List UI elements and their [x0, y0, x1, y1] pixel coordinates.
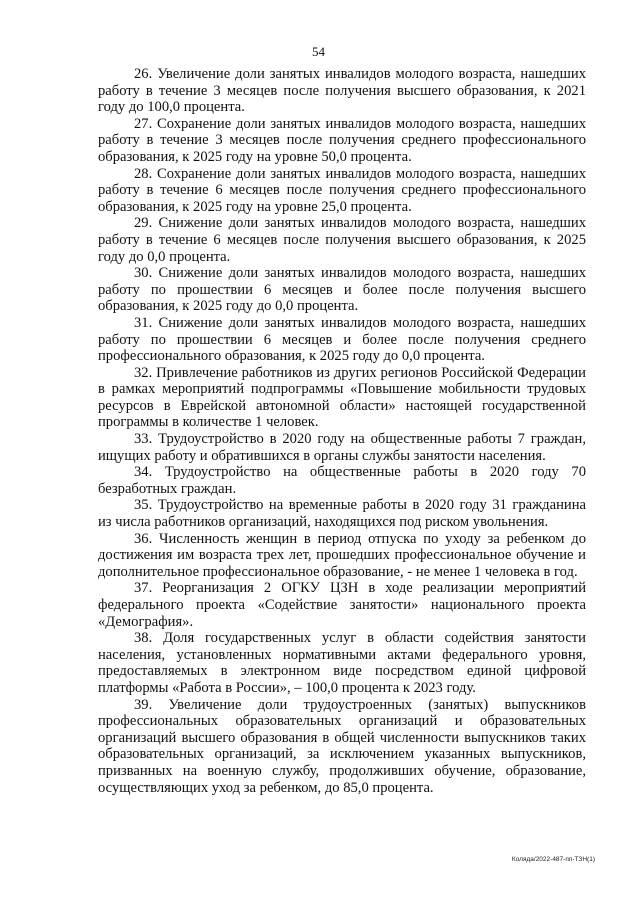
paragraph-32: 32. Привлечение работников из других регионов Российской Федерации в рамках мероприятий подпрограммы «Повышение мобильности трудовых ресурсов в Еврейской автономной области» настоящей государственной программы в количестве 1 человек. [98, 364, 586, 431]
paragraph-36: 36. Численность женщин в период отпуска по уходу за ребенком до достижения им возраста трех лет, прошедших профессиональное обучение и дополнительное профессиональное образование, - не менее 1 человека в год. [98, 530, 586, 580]
paragraph-35: 35. Трудоустройство на временные работы в 2020 году 31 гражданина из числа работников организаций, находящихся под риском увольнения. [98, 497, 586, 531]
paragraph-39: 39. Увеличение доли трудоустроенных (занятых) выпускников профессиональных образовательных организаций и образовательных организаций высшего образования в общей численности выпускников таких образовательных организаций, за исключением указанных выпускников, призванных на военную службу, продолживших обучение, образование, осуществляющих уход за ребенком, до 85,0 процента. [98, 696, 586, 796]
document-body [98, 66, 586, 796]
paragraph-29: 29. Снижение доли занятых инвалидов молодого возраста, нашедших работу в течение 6 месяцев после получения высшего образования, к 2025 году до 0,0 процента. [98, 215, 586, 265]
paragraph-37: 37. Реорганизация 2 ОГКУ ЦЗН в ходе реализации мероприятий федерального проекта «Содействие занятости» национального проекта «Демография». [98, 580, 586, 630]
paragraph-30: 30. Снижение доли занятых инвалидов молодого возраста, нашедших работу по прошествии 6 месяцев и более после получения высшего образования, к 2025 году до 0,0 процента. [98, 265, 586, 315]
paragraph-33: 33. Трудоустройство в 2020 году на общественные работы 7 граждан, ищущих работу и обратившихся в органы службы занятости населения. [98, 431, 586, 464]
paragraph-34: 34. Трудоустройство на общественные работы в 2020 году 70 безработных граждан. [98, 464, 586, 497]
paragraph-28: 28. Сохранение доли занятых инвалидов молодого возраста, нашедших работу в течение 6 месяцев после получения среднего профессионального образования, к 2025 году на уровне 25,0 процента. [98, 165, 586, 215]
paragraph-38: 38. Доля государственных услуг в области содействия занятости населения, установленных нормативными актами федерального уровня, предоставляемых в электронном виде посредством единой цифровой платформы «Работа в России», – 100,0 процента к 2023 году. [98, 630, 586, 696]
paragraph-26: 26. Увеличение доли занятых инвалидов молодого возраста, нашедших работу в течение 3 месяцев после получения высшего образования, к 2021 году до 100,0 процента. [98, 66, 586, 116]
document-reference-code: Коляда/2022-487-пп-ТЗН(1) [511, 856, 595, 863]
page-number: 54 [312, 44, 325, 59]
paragraph-27: 27. Сохранение доли занятых инвалидов молодого возраста, нашедших работу в течение 3 месяцев после получения среднего профессионального образования, к 2025 году на уровне 50,0 процента. [98, 115, 586, 165]
paragraph-31: 31. Снижение доли занятых инвалидов молодого возраста, нашедших работу по прошествии 6 месяцев и более после получения среднего профессионального образования, к 2025 году до 0,0 процента. [98, 314, 586, 365]
